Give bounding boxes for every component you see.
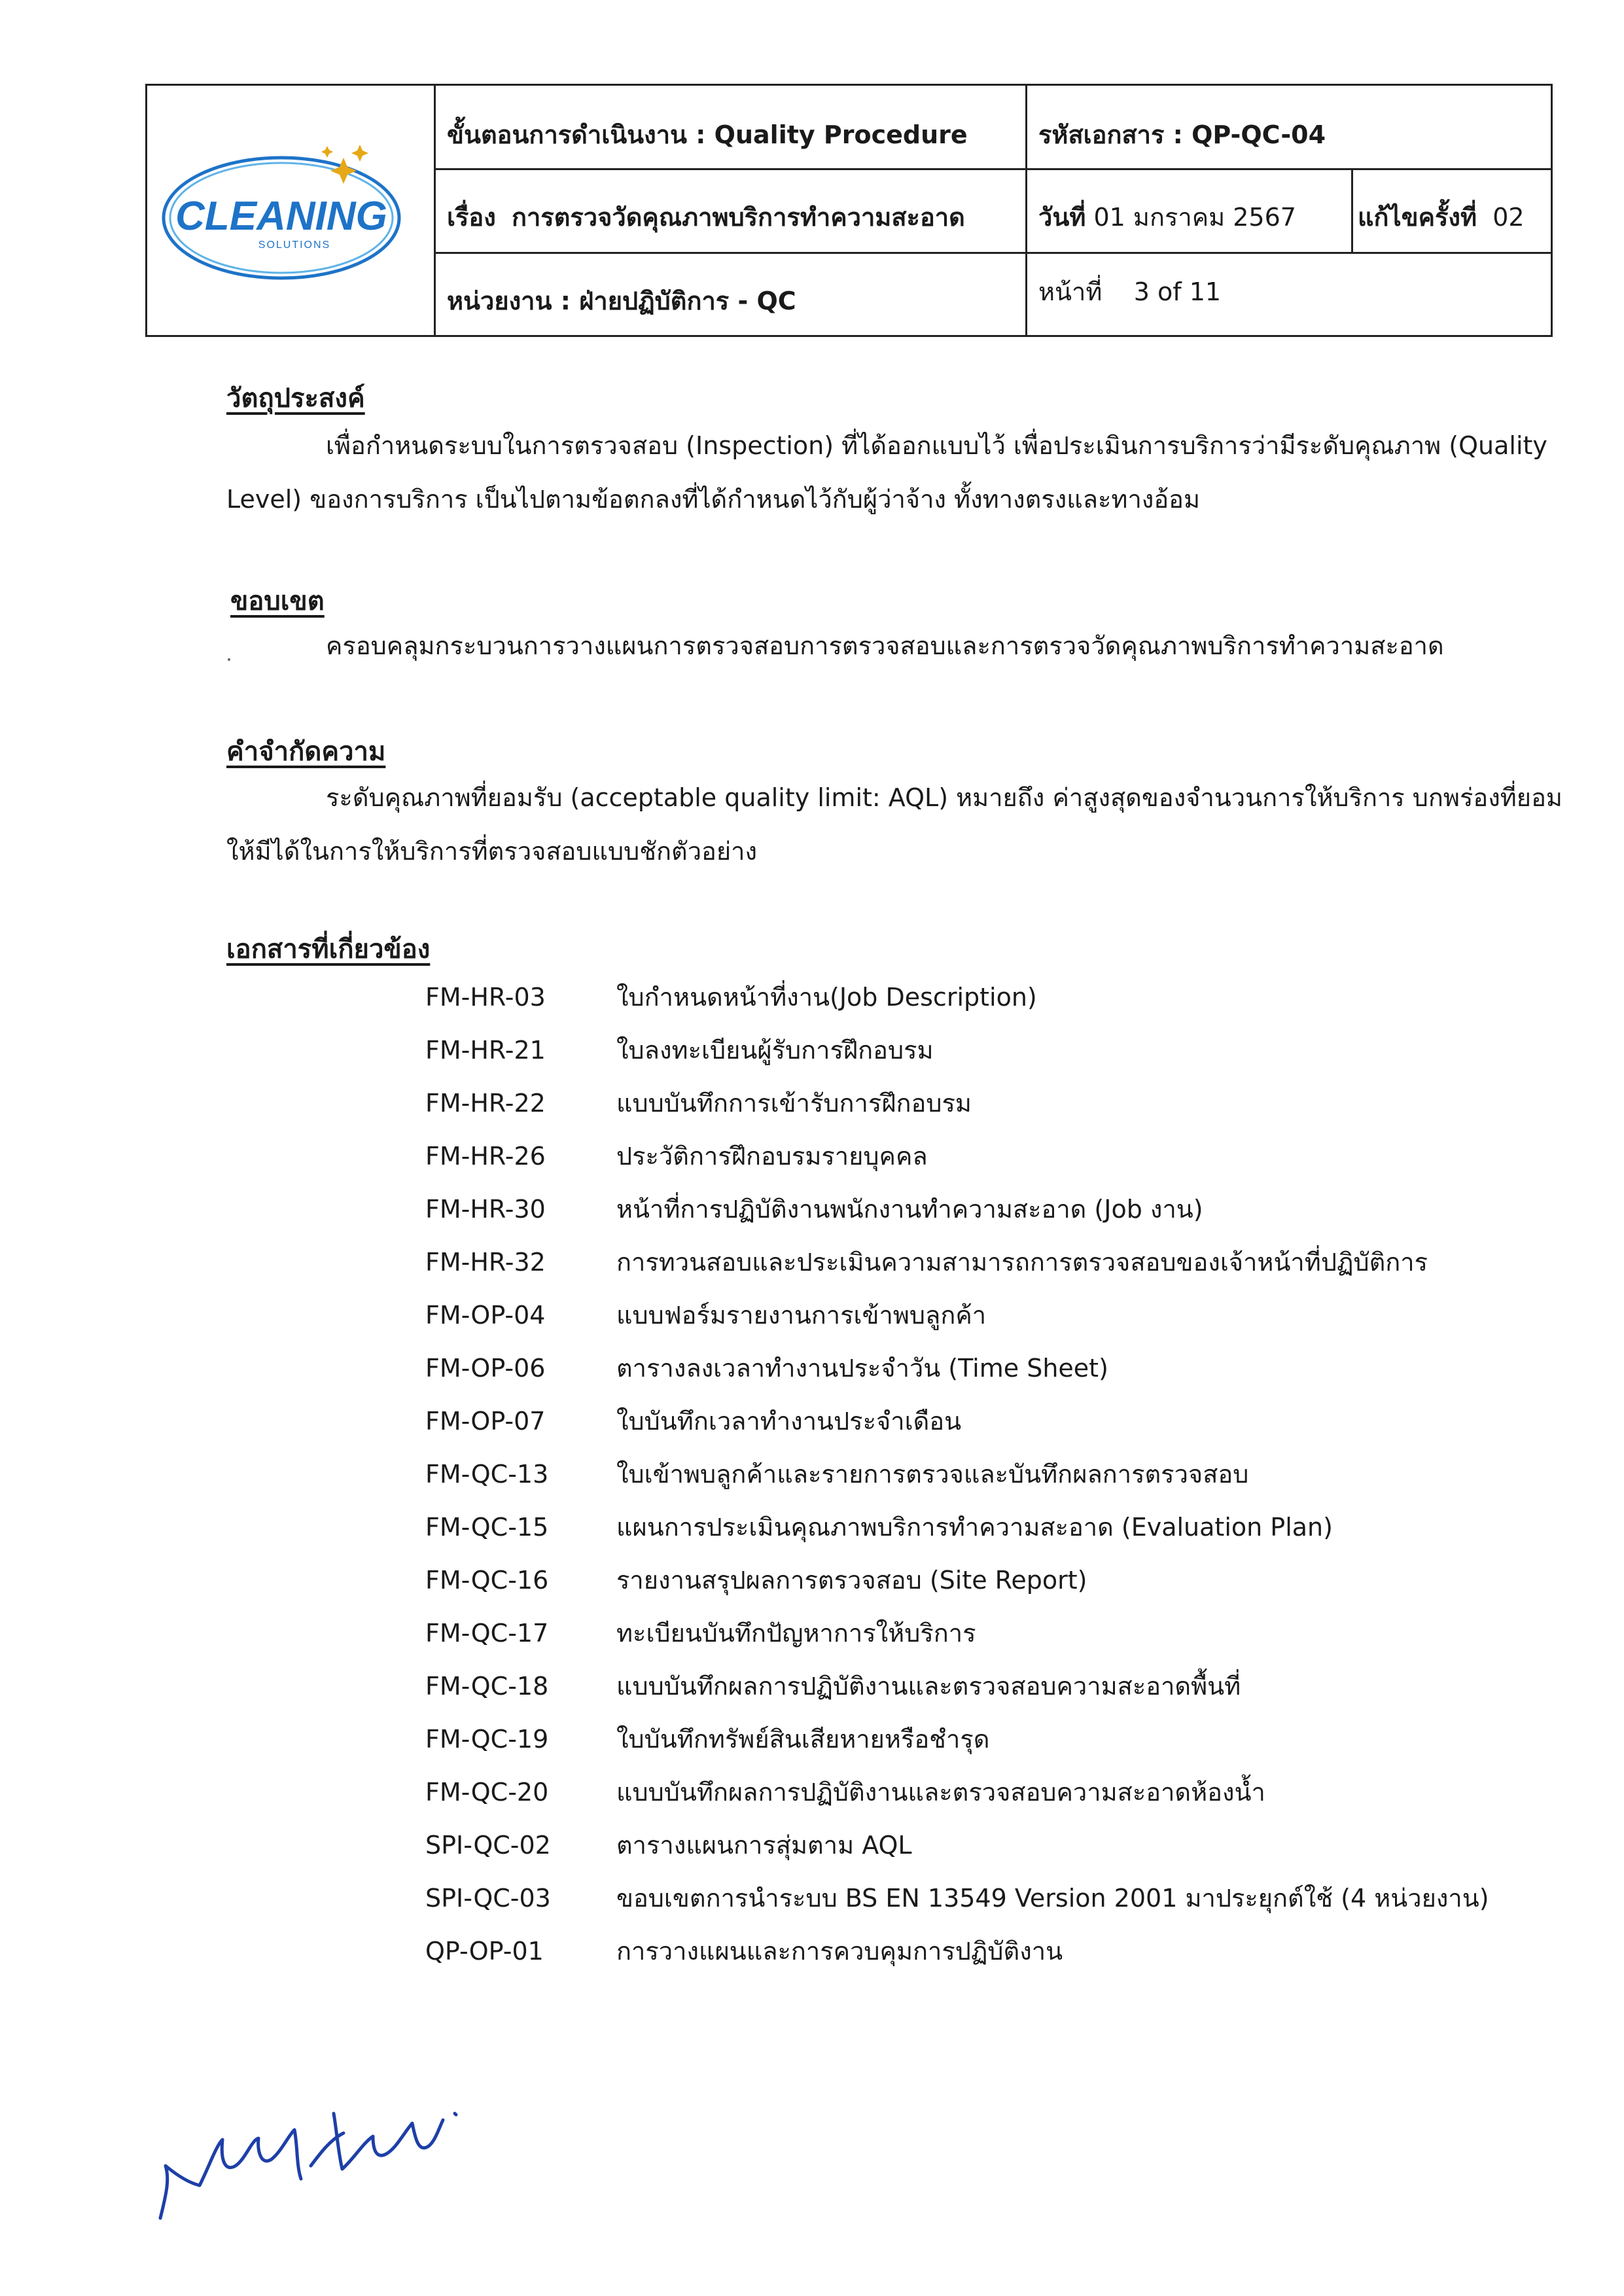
stray-mark xyxy=(228,658,230,661)
logo-wordmark: CLEANING xyxy=(175,194,387,239)
page-label: หน้าที่ xyxy=(1038,277,1103,306)
revision-field xyxy=(1358,202,1525,232)
date-value: 01 มกราคม 2567 xyxy=(1093,203,1296,232)
logo-subtitle: SOLUTIONS xyxy=(258,239,331,251)
date-label: วันที่ xyxy=(1038,203,1086,232)
definition-heading: คำจำกัดความ xyxy=(226,737,386,767)
scope-line-1: ครอบคลุมกระบวนการวางแผนการตรวจสอบการตรวจสอบและการตรวจวัดคุณภาพบริการทำความสะอาด xyxy=(326,631,1444,660)
objective-line-1: เพื่อกำหนดระบบในการตรวจสอบ (Inspection) ที่ได้ออกแบบไว้ เพื่อประเมินการบริการว่ามีระดับคุณภาพ (Quality xyxy=(326,431,1547,460)
document-code: รหัสเอกสาร : QP-QC-04 xyxy=(1038,120,1326,149)
date-field xyxy=(1038,202,1296,232)
definition-line-2: ให้มีได้ในการให้บริการที่ตรวจสอบแบบชักตัวอย่าง xyxy=(226,837,758,866)
revision-label: แก้ไขครั้งที่ xyxy=(1358,203,1477,232)
page-field xyxy=(1038,277,1221,307)
document-header-table xyxy=(145,84,1553,337)
procedure-title: ขั้นตอนการดำเนินงาน : Quality Procedure xyxy=(447,120,968,149)
revision-value: 02 xyxy=(1492,203,1525,232)
subject-label: เรื่อง xyxy=(447,203,496,232)
objective-heading: วัตถุประสงค์ xyxy=(226,383,365,414)
objective-line-2: Level) ของการบริการ เป็นไปตามข้อตกลงที่ได้กำหนดไว้กับผู้ว่าจ้าง ทั้งทางตรงและทางอ้อม xyxy=(226,485,1201,514)
page-value: 3 of 11 xyxy=(1133,277,1222,306)
unit-field: หน่วยงาน : ฝ่ายปฏิบัติการ - QC xyxy=(447,287,796,315)
cleaning-solutions-logo xyxy=(154,132,442,295)
subject-value: การตรวจวัดคุณภาพบริการทำความสะอาด xyxy=(511,203,965,232)
document-page: CLEANING SOLUTIONS ขั้นตอนการดำเนินงาน : Quality Procedure รหัสเอกสาร : QP-QC-04 เรื่อง การตรวจวัดคุณภาพบริการทำความสะอาด วันที่ 01 มกราคม 2567 แก้ไขครั้งที่ 02 หน่วยงาน : ฝ่ายปฏิบัติการ - QC หน้าที่ 3 of 11 วัตถุประสงค์ เพื่อกำหนดระบบในการตรวจสอบ (Inspection) ที่ได้ออกแบบไว้ เพื่อประเมินการบริการว่ามีระดับคุณภาพ (Quality Level) ของการบริการ เป็นไปตามข้อตกลงที่ได้กำหนดไว้กับผู้ว่าจ้าง ทั้งทางตรงและทางอ้อม ขอบเขต ครอบคลุมกระบวนการวางแผนการตรวจสอบการตรวจสอบและการตรวจวัดคุณภาพบริการทำความสะอาด คำจำกัดความ ระดับคุณภาพที่ยอมรับ (acceptable quality limit: AQL) หมายถึง ค่าสูงสุดของจำนวนการให้บริการ บกพร่องที่ยอม ให้มีได้ในการให้บริการที่ตรวจสอบแบบชักตัวอย่าง เอกสารที่เกี่ยวข้อง FM-HR-03 ใบกำหนดหน้าที่งาน(Job Description) FM-HR-21 ใบลงทะเบียนผู้รับการฝึกอบรม FM-HR-22 แบบบันทึกการเข้ารับการฝึกอบรม FM-HR-26 ประวัติการฝึกอบรมรายบุคคล FM-HR-30 หน้าที่การปฏิบัติงานพนักงานทำความสะอาด (Job งาน) FM-HR-32 การทวนสอบและประเมินความสามารถการตรวจสอบของเจ้าหน้าที่ปฏิบัติการ FM-OP-04 แบบฟอร์มรายงานการเข้าพบลูกค้า FM-OP-06 ตารางลงเวลาทำงานประจำวัน (Time Sheet) FM-OP-07 ใบบันทึกเวลาทำงานประจำเดือน FM-QC-13 ใบเข้าพบลูกค้าและรายการตรวจและบันทึกผลการตรวจสอบ FM-QC-15 แผนการประเมินคุณภาพบริการทำความสะอาด (Evaluation Plan) FM-QC-16 รายงานสรุปผลการตรวจสอบ (Site Report) FM-QC-17 ทะเบียนบันทึกปัญหาการให้บริการ FM-QC-18 แบบบันทึกผลการปฏิบัติงานและตรวจสอบความสะอาดพื้นที่ FM-QC-19 ใบบันทึกทรัพย์สินเสียหายหรือชำรุด FM-QC-20 แบบบันทึกผลการปฏิบัติงานและตรวจสอบความสะอาดห้องน้ำ SPI-QC-02 ตารางแผนการสุ่มตาม AQL SPI-QC-03 ขอบเขตการนำระบบ BS EN 13549 Version 2001 มาประยุกต์ใช้ (4 หน่วยงาน) QP-OP-01 การวางแผนและการควบคุมการปฏิบัติงาน xyxy=(0,0,1624,2296)
subject-field xyxy=(447,202,965,232)
related-docs-heading: เอกสารที่เกี่ยวข้อง xyxy=(226,934,431,964)
handwritten-signature xyxy=(147,2068,487,2238)
definition-line-1: ระดับคุณภาพที่ยอมรับ (acceptable quality limit: AQL) หมายถึง ค่าสูงสุดของจำนวนการให้บริการ บกพร่องที่ยอม xyxy=(326,783,1562,812)
scope-heading: ขอบเขต xyxy=(230,586,325,616)
